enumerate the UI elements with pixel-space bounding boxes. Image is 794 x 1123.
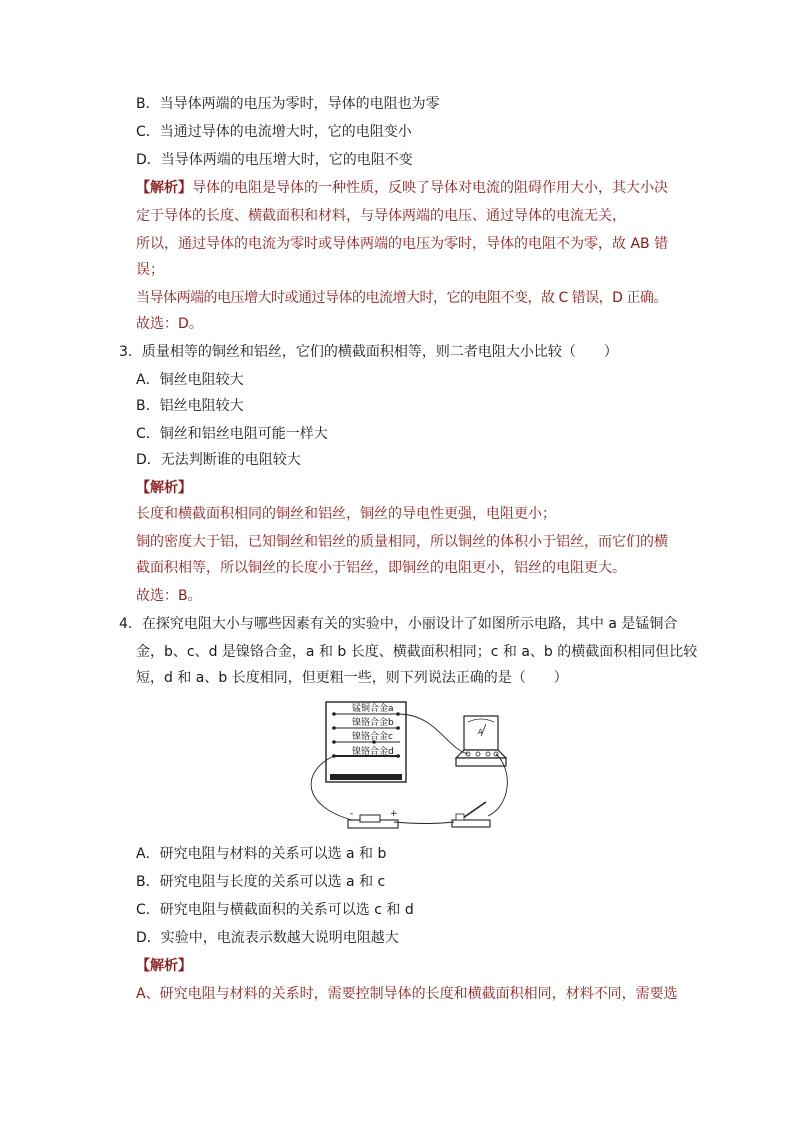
q4-option-c[interactable]: C．研究电阻与横截面积的关系可以选 c 和 d bbox=[136, 902, 414, 918]
circuit-diagram bbox=[296, 696, 518, 838]
q4-stem-line2: 金，b、c、d 是镍铬合金，a 和 b 长度、横截面积相同；c 和 a、b 的横截面积相同但比较 bbox=[136, 644, 698, 660]
q3-option-b[interactable]: B．铝丝电阻较大 bbox=[136, 398, 244, 414]
wire-a-label: 锰铜合金a bbox=[352, 704, 394, 714]
terminal-b-right bbox=[396, 726, 400, 730]
wire-battery-to-switch bbox=[394, 822, 454, 824]
switch bbox=[452, 802, 490, 827]
wire-d-label: 镍铬合金d bbox=[352, 747, 394, 757]
terminal-a-left bbox=[332, 712, 336, 716]
battery-plus: + bbox=[390, 809, 398, 819]
q2-analysis-line1 bbox=[136, 178, 668, 198]
battery-minus: - bbox=[350, 809, 354, 819]
q4-analysis-tag: 【解析】 bbox=[136, 958, 192, 974]
q4-option-b[interactable]: B．研究电阻与长度的关系可以选 a 和 c bbox=[136, 874, 386, 890]
terminal-b-left bbox=[332, 726, 336, 730]
q3-option-a[interactable]: A．铜丝电阻较大 bbox=[136, 372, 244, 388]
board-base bbox=[330, 774, 402, 780]
q2-analysis-line2: 定于导体的长度、横截面积和材料，与导体两端的电压、通过导体的电流无关， bbox=[136, 208, 626, 224]
q2-analysis-line5: 当导体两端的电压增大时或通过导体的电流增大时，它的电阻不变，故 C 错误，D 正确。 bbox=[136, 290, 667, 306]
q2-analysis-text1: 导体的电阻是导体的一种性质，反映了导体对电流的阻碍作用大小，其大小决 bbox=[192, 180, 668, 196]
wire-board-to-ammeter bbox=[398, 714, 468, 754]
q3-analysis-line2: 铜的密度大于铝，已知铜丝和铝丝的质量相同，所以铜丝的体积小于铝丝，而它们的横 bbox=[136, 534, 668, 550]
q3-option-d[interactable]: D．无法判断谁的电阻较大 bbox=[136, 452, 301, 468]
q2-answer: 故选：D。 bbox=[136, 316, 203, 332]
q4-stem-line1: 4．在探究电阻大小与哪些因素有关的实验中，小丽设计了如图所示电路，其中 a 是锰铜合 bbox=[119, 616, 678, 632]
battery bbox=[348, 809, 398, 828]
ammeter bbox=[456, 716, 506, 766]
terminal-d-right bbox=[396, 754, 400, 758]
q3-answer: 故选：B。 bbox=[136, 588, 202, 604]
q4-stem-line3: 短，d 和 a、b 长度相同，但更粗一些，则下列说法正确的是（ ） bbox=[136, 670, 568, 686]
q2-option-b[interactable]: B．当导体两端的电压为零时，导体的电阻也为零 bbox=[136, 96, 440, 112]
ammeter-symbol: A bbox=[478, 728, 483, 736]
q3-analysis-line3: 截面积相等，所以铜丝的长度小于铝丝，即铜丝的电阻更小，铝丝的电阻更大。 bbox=[136, 560, 626, 576]
q2-analysis-line4: 误； bbox=[136, 262, 164, 278]
q3-stem: 3．质量相等的铜丝和铝丝，它们的横截面积相等，则二者电阻大小比较（ ） bbox=[119, 344, 618, 360]
q2-option-d[interactable]: D．当导体两端的电压增大时，它的电阻不变 bbox=[136, 152, 413, 168]
q4-analysis-line1: A、研究电阻与材料的关系时，需要控制导体的长度和横截面积相同，材料不同，需要选 bbox=[136, 986, 678, 1002]
wire-c-label: 镍铬合金c bbox=[352, 732, 393, 742]
q4-option-a[interactable]: A．研究电阻与材料的关系可以选 a 和 b bbox=[136, 846, 387, 862]
q3-analysis-tag: 【解析】 bbox=[136, 480, 192, 496]
q4-option-d[interactable]: D．实验中，电流表示数越大说明电阻越大 bbox=[136, 930, 399, 946]
q3-analysis-line1: 长度和横截面积相同的铜丝和铝丝，铜丝的导电性更强，电阻更小； bbox=[136, 506, 556, 522]
wire-b-label: 镍铬合金b bbox=[352, 718, 394, 728]
q2-analysis-tag: 【解析】 bbox=[136, 180, 192, 196]
q3-option-c[interactable]: C．铜丝和铝丝电阻可能一样大 bbox=[136, 426, 328, 442]
q2-option-c[interactable]: C．当通过导体的电流增大时，它的电阻变小 bbox=[136, 124, 412, 140]
terminal-c-left bbox=[332, 740, 336, 744]
circuit-figure bbox=[296, 696, 518, 838]
q2-analysis-line3: 所以，通过导体的电流为零时或导体两端的电压为零时，导体的电阻不为零，故 AB 错 bbox=[136, 236, 669, 252]
